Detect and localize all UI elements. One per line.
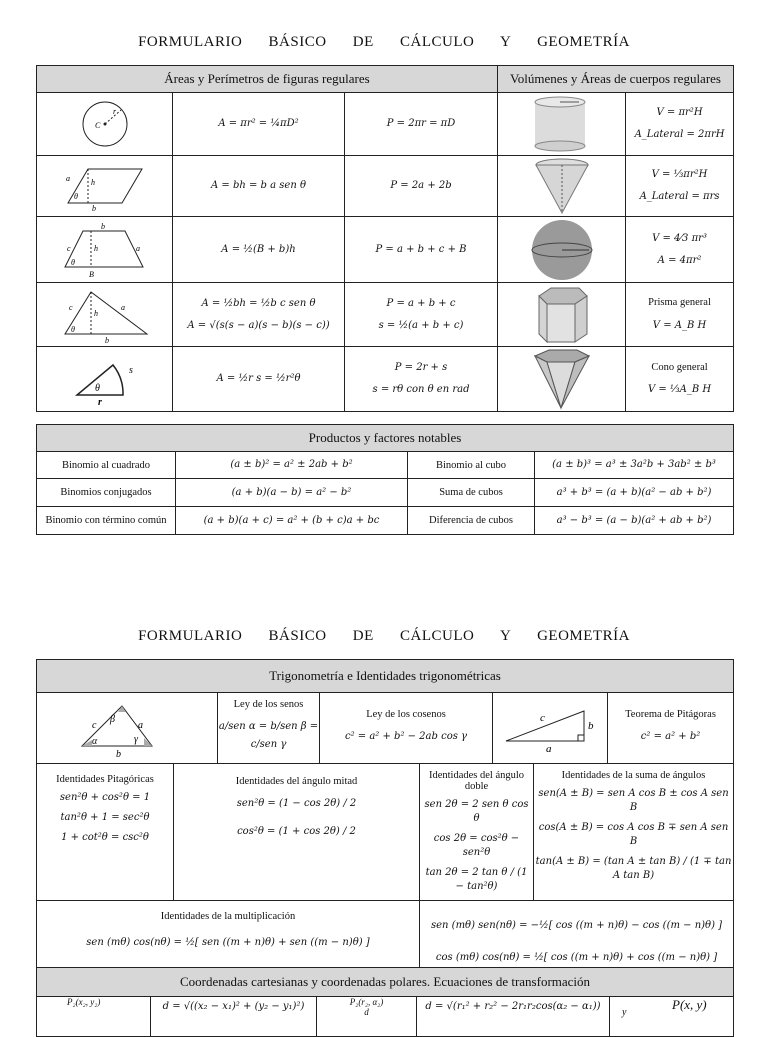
producto-name: Binomios conjugados (37, 479, 176, 507)
producto-name: Diferencia de cubos (408, 507, 535, 535)
producto-formula: (a ± b)³ = a³ ± 3a²b + 3ab² ± b³ (535, 452, 734, 479)
svg-text:α: α (92, 736, 98, 747)
doble-2: cos 2θ = cos²θ − sen²θ (433, 833, 520, 858)
trig-header: Trigonometría e Identidades trigonométricas (37, 660, 734, 693)
circle-label-r: r (112, 107, 116, 116)
prism-volume: V = A_B H (652, 319, 707, 331)
sphere-diagram (498, 217, 626, 283)
suma-2: cos(A ± B) = cos A cos B ∓ sen A sen B (538, 822, 729, 847)
pitagorica-1: sen²θ + cos²θ = 1 (59, 792, 151, 803)
polar-diagram (317, 997, 417, 1037)
doble-1: sen 2θ = 2 sen θ cos θ (424, 799, 529, 824)
sector-arc: s = rθ con θ en rad (372, 384, 470, 395)
producto-name: Binomio al cuadrado (37, 452, 176, 479)
svg-text:B: B (88, 269, 94, 279)
cone-lateral-area: A_Lateral = πrs (639, 191, 720, 202)
circle-label-c: C (94, 121, 100, 130)
prism-diagram (498, 283, 626, 347)
triangle-diagram (37, 283, 173, 347)
svg-text:b: b (91, 204, 96, 213)
coord-header: Coordenadas cartesianas y coordenadas polares. Ecuaciones de transformación (37, 968, 734, 997)
trapezoid-diagram (37, 217, 173, 283)
cylinder-volume: V = πr²H (656, 107, 703, 118)
trapezoid-perimeter: P = a + b + c + B (345, 217, 498, 283)
svg-text:a: a (65, 174, 70, 183)
svg-text:c: c (66, 243, 71, 253)
svg-text:b: b (588, 720, 594, 732)
productos-header: Productos y factores notables (37, 425, 734, 452)
prism-label: Prisma general (648, 297, 711, 309)
mitad-title: Identidades del ángulo mitad (235, 776, 358, 787)
triangle-semiperimeter: s = ½(a + b + c) (378, 319, 464, 331)
trig-table (36, 659, 734, 981)
svg-text:r: r (97, 397, 102, 407)
svg-text:h: h (93, 308, 98, 318)
svg-text:h: h (93, 243, 98, 253)
sector-diagram (37, 347, 173, 412)
producto-formula: (a + b)(a + c) = a² + (b + c)a + bc (176, 507, 408, 535)
coord-table (36, 967, 734, 1037)
dist-cartesian: d = √((x₂ − x₁)² + (y₂ − y₁)²) (151, 997, 317, 1037)
cartesian-diagram (37, 997, 151, 1037)
oblique-triangle-diagram (37, 693, 218, 764)
circle-perimeter: P = 2πr = πD (345, 93, 498, 156)
pyramid-diagram (498, 347, 626, 412)
triangle-perimeter: P = a + b + c (386, 297, 456, 309)
suma-1: sen(A ± B) = sen A cos B ± cos A sen B (538, 788, 729, 813)
ley-cosenos-title: Ley de los cosenos (366, 709, 446, 720)
mult-left: sen (mθ) cos(nθ) = ½[ sen ((m + n)θ) + sen ((m − n)θ) ] (86, 937, 370, 948)
sector-perimeter: P = 2r + s (394, 362, 448, 373)
right-triangle-diagram (493, 693, 608, 764)
pitagorica-3: 1 + cot²θ = csc²θ (61, 832, 149, 843)
parallelogram-perimeter: P = 2a + 2b (345, 156, 498, 217)
pitagoras-formula: c² = a² + b² (640, 731, 701, 742)
page-title-bottom: FORMULARIO BÁSICO DE CÁLCULO Y GEOMETRÍA (138, 628, 630, 644)
svg-text:s: s (128, 365, 133, 376)
cone-volume: V = ⅓πr²H (651, 169, 708, 180)
pitagoras-title: Teorema de Pitágoras (625, 709, 716, 720)
circle-area: A = πr² = ¼πD² (173, 93, 345, 156)
p2-cart-label: P₂(x₂, y₂) (67, 997, 101, 1007)
ley-cosenos-formula: c² = a² + b² − 2ab cos γ (344, 731, 467, 742)
svg-text:c: c (68, 302, 73, 312)
svg-text:b: b (116, 749, 121, 758)
general-cone-volume: V = ⅓A_B H (647, 384, 712, 396)
sphere-volume: V = 4⁄3 πr³ (652, 232, 707, 244)
suma-title: Identidades de la suma de ángulos (561, 770, 706, 781)
cylinder-lateral-area: A_Lateral = 2πrH (634, 129, 725, 140)
volumes-header: Volúmenes y Áreas de cuerpos regulares (498, 66, 734, 93)
productos-table (36, 424, 734, 535)
svg-text:γ: γ (134, 734, 138, 745)
mult-right-2: cos (mθ) cos(nθ) = ½[ cos ((m + n)θ) + cos ((m − n)θ) ] (435, 952, 718, 963)
producto-name: Suma de cubos (408, 479, 535, 507)
ley-senos-formula: a/sen α = b/sen β = c/sen γ (218, 721, 319, 750)
triangle-area: A = ½bh = ½b c sen θ (201, 297, 316, 309)
pxy-label: P(x, y) (672, 997, 707, 1012)
triangle-heron: A = √(s(s − a)(s − b)(s − c)) (187, 319, 330, 331)
p2-polar-label: P₂(r₂, α₂) (349, 997, 384, 1007)
parallelogram-area: A = bh = b a sen θ (173, 156, 345, 217)
y-axis-label: y (622, 1007, 627, 1018)
d-label: d (364, 1007, 369, 1017)
mitad-1: sen²θ = (1 − cos 2θ) / 2 (236, 798, 357, 809)
svg-text:c: c (540, 712, 545, 724)
svg-text:a: a (546, 743, 552, 753)
svg-text:θ: θ (73, 192, 78, 201)
svg-text:b: b (104, 335, 109, 344)
areas-volumes-table (36, 65, 734, 412)
svg-text:β: β (110, 714, 115, 725)
svg-text:θ: θ (70, 324, 75, 334)
doble-3: tan 2θ = 2 tan θ / (1 − tan²θ) (425, 867, 528, 892)
ley-senos-title: Ley de los senos (233, 699, 304, 710)
cylinder-diagram (498, 93, 626, 156)
pitagorica-2: tan²θ + 1 = sec²θ (60, 812, 150, 823)
general-cone-label: Cono general (651, 361, 708, 373)
mult-title: Identidades de la multiplicación (160, 911, 296, 922)
producto-formula: (a + b)(a − b) = a² − b² (176, 479, 408, 507)
svg-text:h: h (90, 178, 95, 187)
circle-diagram (37, 93, 173, 156)
svg-text:b: b (100, 221, 105, 231)
page-title-top: FORMULARIO BÁSICO DE CÁLCULO Y GEOMETRÍA (138, 34, 630, 50)
svg-text:a: a (138, 720, 143, 731)
svg-text:θ: θ (70, 257, 75, 267)
svg-text:c: c (92, 720, 97, 731)
mult-right-1: sen (mθ) sen(nθ) = −½[ cos ((m + n)θ) − cos ((m − n)θ) ] (431, 920, 723, 931)
pxy-diagram (610, 997, 734, 1037)
cone-diagram (498, 156, 626, 217)
producto-name: Binomio con término común (37, 507, 176, 535)
pitagoricas-title: Identidades Pitagóricas (56, 774, 154, 785)
mitad-2: cos²θ = (1 + cos 2θ) / 2 (237, 826, 356, 837)
sector-area: A = ½r s = ½r²θ (173, 347, 345, 412)
svg-text:a: a (120, 302, 125, 312)
sphere-area: A = 4πr² (657, 254, 702, 266)
producto-formula: (a ± b)² = a² ± 2ab + b² (176, 452, 408, 479)
doble-title: Identidades del ángulo doble (428, 770, 525, 792)
parallelogram-diagram (37, 156, 173, 217)
producto-formula: a³ − b³ = (a − b)(a² + ab + b²) (535, 507, 734, 535)
svg-text:a: a (135, 243, 140, 253)
producto-formula: a³ + b³ = (a + b)(a² − ab + b²) (535, 479, 734, 507)
suma-3: tan(A ± B) = (tan A ± tan B) / (1 ∓ tan A tan B) (535, 856, 732, 881)
areas-header: Áreas y Perímetros de figuras regulares (37, 66, 498, 93)
producto-name: Binomio al cubo (408, 452, 535, 479)
trapezoid-area: A = ½(B + b)h (173, 217, 345, 283)
dist-polar: d = √(r₁² + r₂² − 2r₁r₂cos(α₂ − α₁)) (417, 997, 610, 1037)
svg-text:θ: θ (94, 383, 100, 394)
